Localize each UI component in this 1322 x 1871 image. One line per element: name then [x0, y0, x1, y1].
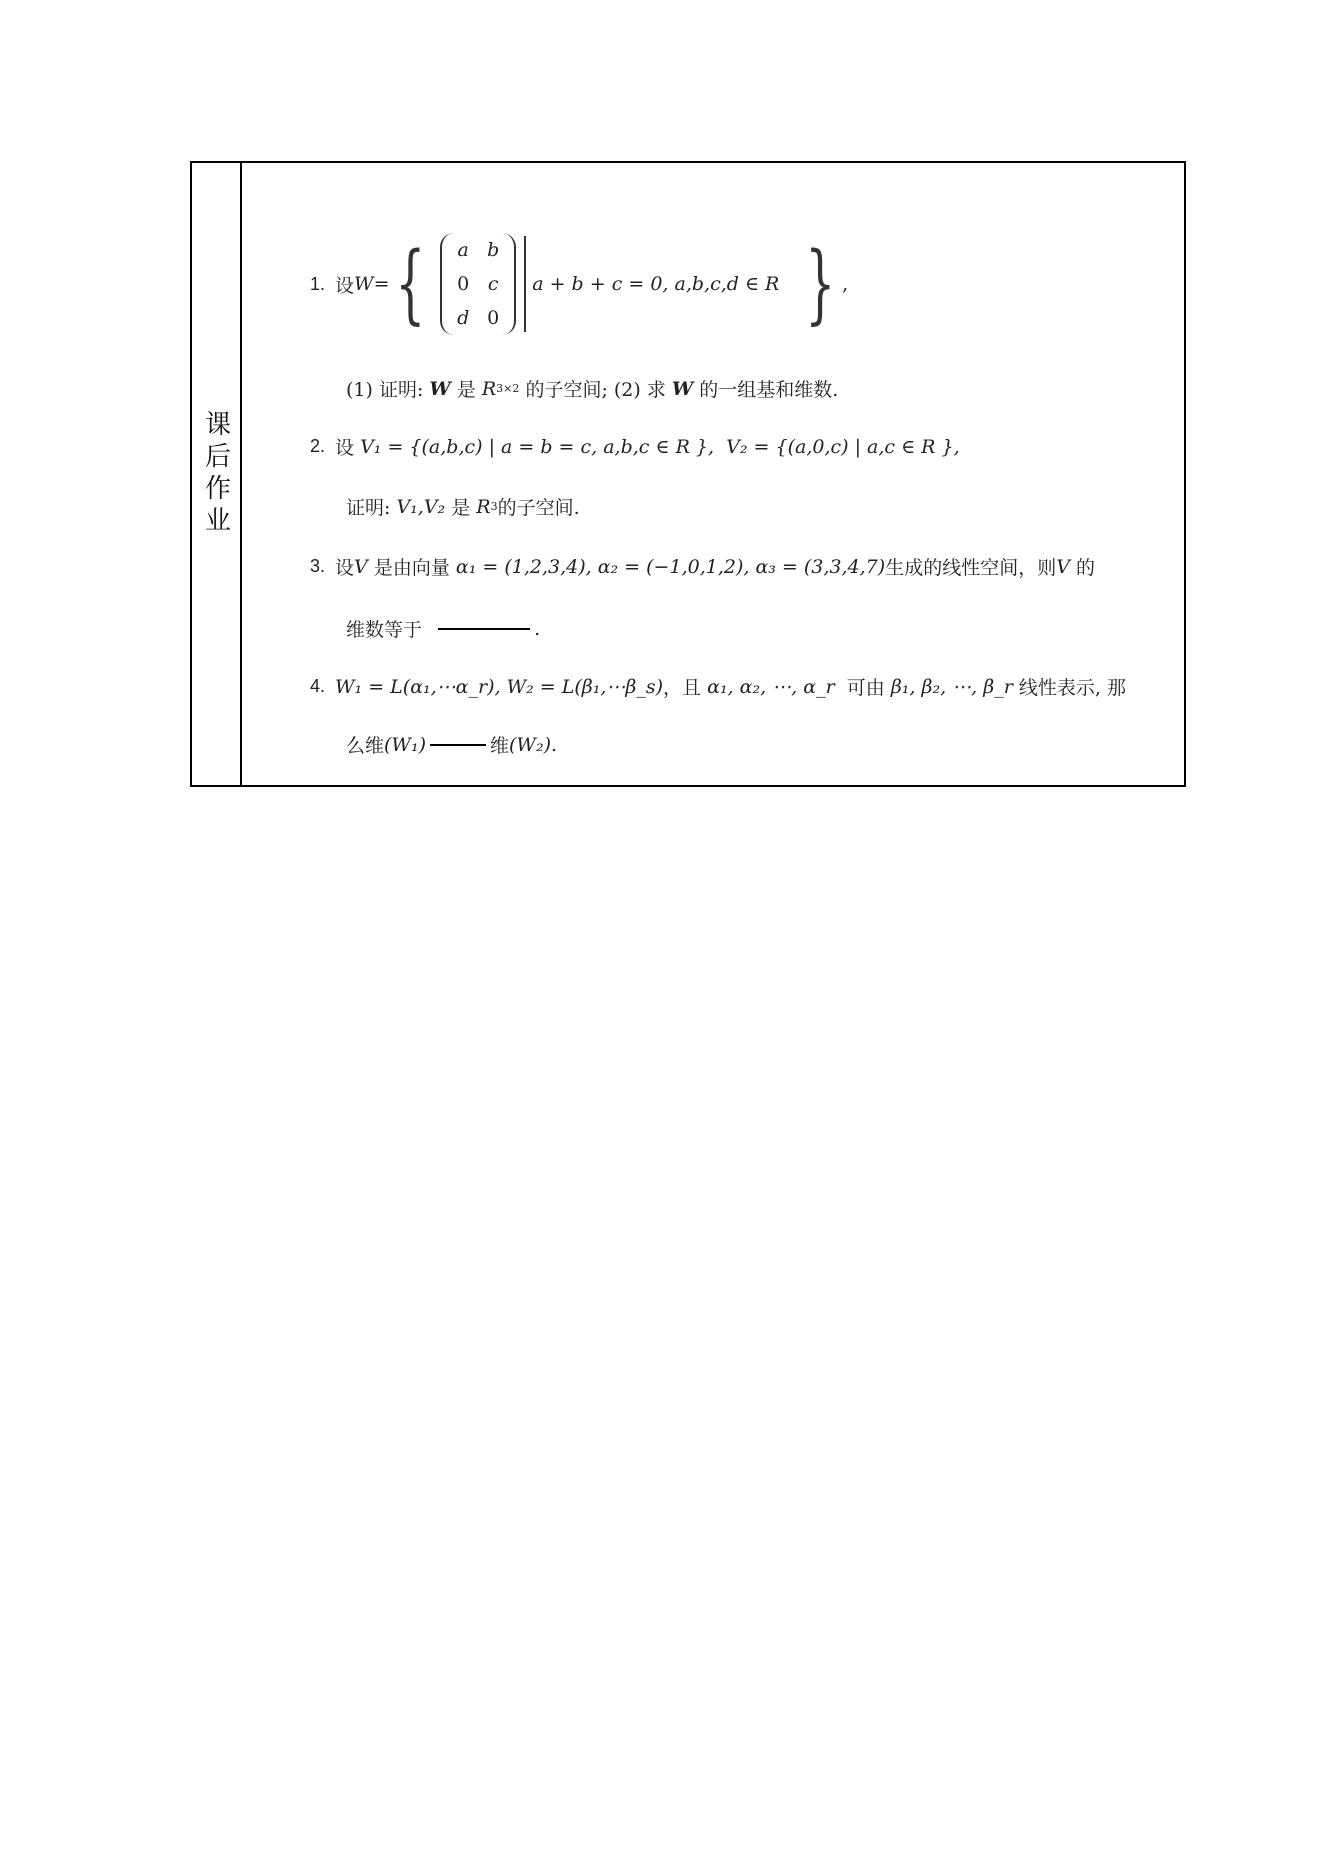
q1-line [310, 233, 848, 335]
q2-proof-line [346, 493, 580, 520]
q4-alphas: α₁, α₂, ⋯, α_r [707, 675, 835, 698]
q1-sub-W2: W [671, 377, 694, 400]
q4-text-b: 可由 [846, 677, 885, 699]
q1-sub-b: 是 [456, 379, 476, 401]
q1-tail: , [842, 273, 849, 295]
q2-proof-d: 的子空间. [497, 497, 580, 519]
q1-condition: a + b + c = 0, a,b,c,d ∈ R [532, 273, 780, 295]
q3-line [310, 553, 1095, 580]
q2-proof-c: 是 [451, 497, 471, 519]
q1-subline [346, 375, 838, 402]
q3-V: V [354, 555, 368, 578]
q4-line2-W2: (W₂) [509, 733, 551, 756]
matrix-cell: 0 [487, 307, 500, 329]
q3-text-a: 设 [335, 557, 355, 579]
q4-text-c: 线性表示, 那 [1018, 677, 1126, 699]
side-cell [192, 163, 242, 785]
q1-number: 1. [310, 273, 326, 294]
q1-sub-R: R [481, 377, 497, 400]
q4-line2-a: 么维 [346, 735, 385, 757]
q1-matrix [440, 233, 516, 335]
set-bar [524, 236, 526, 332]
q1-sub-d: 的一组基和维数. [699, 379, 839, 401]
q4-W-defs: W₁ = L(α₁,⋯α_r), W₂ = L(β₁,⋯β_s) [335, 675, 664, 698]
left-brace-icon: { [395, 234, 426, 334]
content-cell [242, 163, 1184, 785]
answer-blank[interactable] [438, 628, 530, 630]
q1-lead: 设 [335, 274, 355, 297]
q3-text-b: 是由向量 [373, 557, 450, 579]
q4-end: . [551, 733, 558, 756]
q3-text-d: 的 [1075, 557, 1095, 579]
q2-proof-a: 证明: [346, 497, 391, 519]
side-label: 课后作业 [200, 410, 231, 538]
q4-line2-b: 维 [490, 735, 510, 757]
q2-lead: 设 [335, 437, 355, 459]
matrix-cell: c [487, 273, 499, 295]
q4-text-a: ，且 [663, 677, 702, 699]
matrix-cell: b [487, 239, 500, 261]
q4-number: 4. [310, 676, 326, 696]
q2-proof-R: R [476, 495, 491, 518]
right-brace-icon: } [805, 234, 836, 334]
q3-vectors: α₁ = (1,2,3,4), α₂ = (−1,0,1,2), α₃ = (3,3,4,7) [455, 555, 886, 578]
q4-line [310, 673, 1126, 700]
q1-sub-a: (1) 证明: [346, 379, 424, 401]
q1-eq: = [373, 273, 390, 295]
q4-line2-W1: (W₁) [384, 733, 426, 756]
q2-proof-exp: 3 [490, 500, 498, 513]
q1-sub-exp: 3×2 [496, 382, 520, 395]
matrix-cell: a [457, 239, 469, 261]
q3-end: . [534, 617, 541, 640]
q3-line2-text: 维数等于 [346, 619, 423, 641]
q2-V1-def: V₁ = {(a,b,c) | a = b = c, a,b,c ∈ R }, [360, 435, 715, 458]
q1-W: W [354, 273, 374, 295]
q2-number: 2. [310, 436, 326, 456]
q2-line [310, 433, 960, 460]
q3-text-c: 生成的线性空间，则 [885, 557, 1057, 579]
q3-number: 3. [310, 556, 326, 576]
q2-proof-b: V₁,V₂ [396, 495, 446, 518]
q4-betas: β₁, β₂, ⋯, β_r [890, 675, 1013, 698]
q2-V2-def: V₂ = {(a,0,c) | a,c ∈ R }, [726, 435, 960, 458]
q1-sub-c: 的子空间; (2) 求 [525, 379, 666, 401]
answer-blank[interactable] [430, 744, 486, 746]
matrix-cell: d [457, 307, 470, 329]
matrix-cell: 0 [457, 273, 470, 295]
q3-line2 [346, 615, 540, 642]
q3-V2: V [1056, 555, 1070, 578]
q1-sub-W: W [429, 377, 451, 400]
q4-line2 [346, 731, 557, 758]
homework-table [190, 161, 1186, 787]
